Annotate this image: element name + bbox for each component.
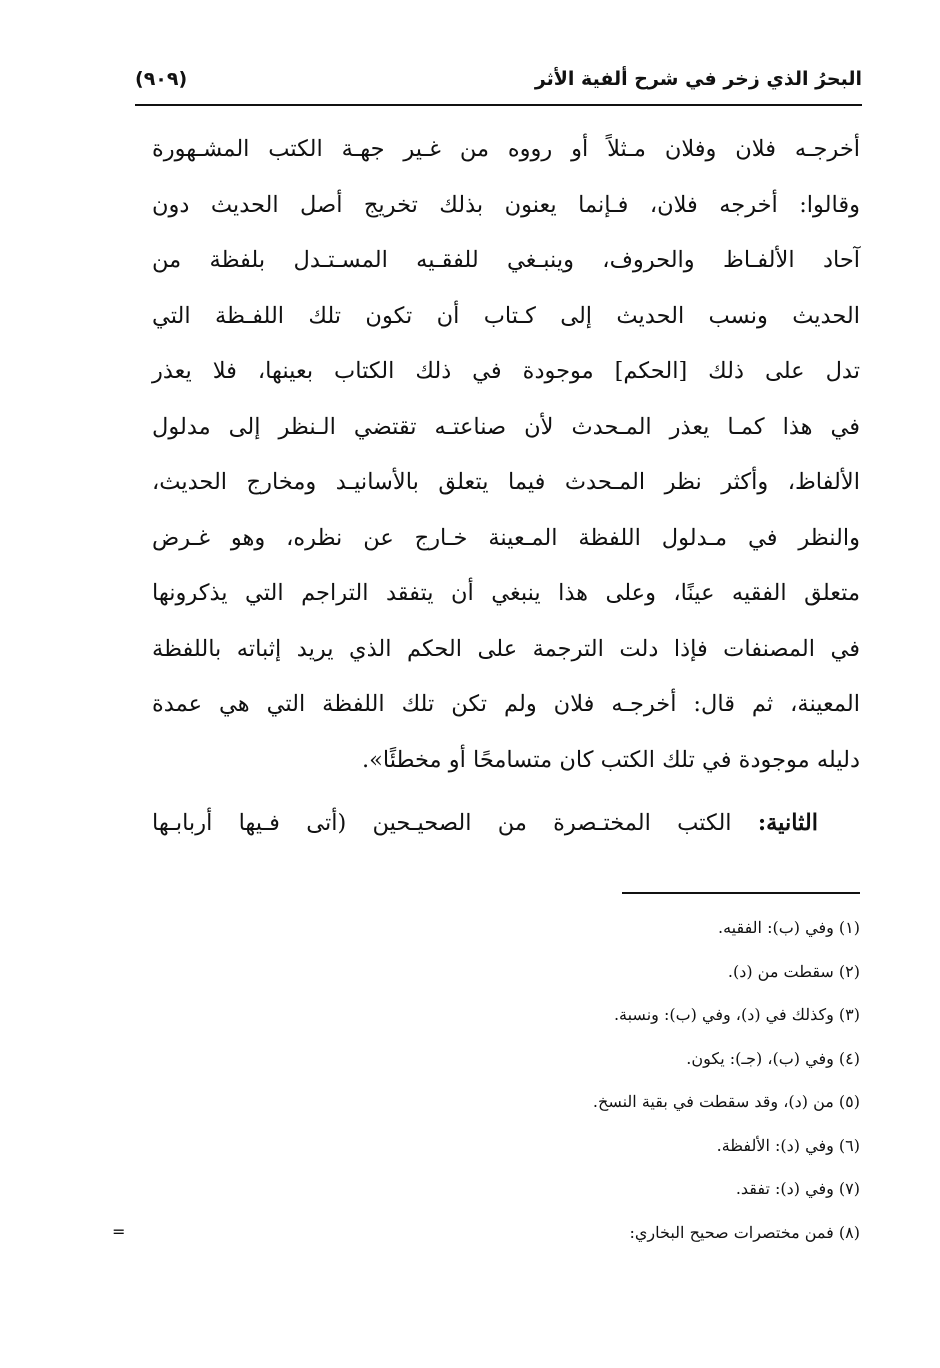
footnote: (٣) وكذلك في (د)، وفي (ب): ونسبة. [613, 1005, 860, 1024]
footnote: (٤) وفي (ب)، (جـ): يكون. [686, 1048, 860, 1068]
continuation-mark: = [112, 1222, 126, 1241]
running-title: البحرُ الذي زخر في شرح ألفية الأثر [534, 68, 862, 90]
body-text [152, 122, 860, 852]
footnote: (٢) سقطت من (د). [727, 961, 860, 981]
footnotes [300, 906, 860, 1254]
text-line: متعلق الفقيه عينًا، وعلى هذا ينبغي أن يتفقد التراجم التي يذكرونها [152, 580, 860, 606]
footnote: (٥) من (د)، وقد سقطت في بقية النسخ. [592, 1092, 860, 1111]
text-line: الحديث ونسب الحديث إلى كـتاب أن تكون تلك اللفـظة التي [152, 302, 860, 329]
text-line: الألفاظ، وأكثر نظر المـحدث فيما يتعلق بالأسانيـد ومخارج الحديث، [152, 469, 860, 495]
text-line: في المصنفات فإذا دلت الترجمة على الحكم الذي يريد إثباته باللفظة [152, 635, 860, 662]
footnote: (٧) وفي (د): تفقد. [735, 1179, 860, 1198]
text-line: في هذا كمـا يعذر المـحدث لأن صناعتـه تقتضي الـنظر إلى مدلول [152, 413, 860, 440]
paragraph-two-line [152, 796, 860, 852]
text-line: دليله موجودة في تلك الكتب كان متسامحًا أو مخطئًا». [361, 746, 860, 773]
header-rule [135, 104, 862, 106]
footnote: (٨) فمن مختصرات صحيح البخاري: [629, 1222, 860, 1242]
page-number: (٩٠٩) [135, 68, 188, 90]
text-line: آحاد الألفـاظ والحروف، وينبـغي للفقـيه المسـتـدل بلفظة من [152, 247, 860, 273]
text-line: تدل على ذلك [الحكم] موجودة في ذلك الكتاب بعينها، فلا يعذر [152, 358, 860, 384]
text-line: المعينة، ثم قال: أخرجـه فلان ولم تكن تلك اللفظة التي هي عمدة [152, 691, 860, 717]
text-line: والنظر في مـدلول اللفظة المـعينة خـارج عن نظره، وهو غـرض [152, 524, 860, 551]
footnote: (٦) وفي (د): الألفظة. [716, 1135, 860, 1155]
paragraph-heading: الثانية: [757, 810, 818, 836]
footnote: (١) وفي (ب): الفقيه. [718, 918, 860, 937]
footnote-separator [622, 892, 860, 894]
text-line: أخرجـه فلان وفلان مـثلاً أو رووه من غـير جهـة الكتب المشـهورة [152, 136, 860, 162]
page-header [135, 62, 862, 102]
text-line: وقالوا: أخرجه فلان، فـإنما يعنون بذلك تخريج أصل الحديث دون [152, 191, 860, 218]
paragraph-text: الكتب المختـصرة من الصحيـحين (أتى فـيها أربابـها [152, 810, 732, 836]
